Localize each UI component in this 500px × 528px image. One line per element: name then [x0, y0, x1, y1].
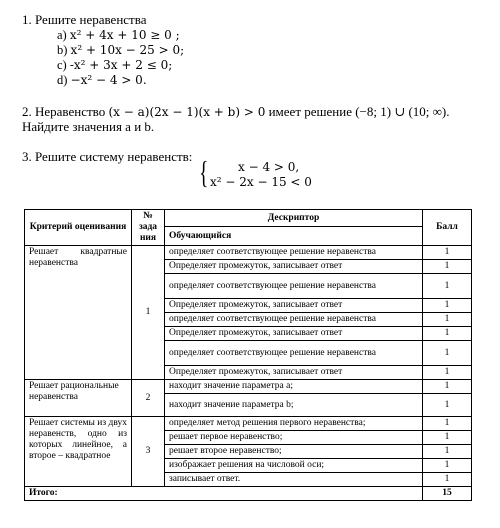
system-eq-2: x² − 2x − 15 < 0 [210, 175, 312, 189]
descriptor-cell: определяет соответствующее решение неравенства [165, 341, 423, 366]
descriptor-cell: определяет соответствующее решение неравенства [165, 274, 423, 299]
header-score: Балл [423, 210, 472, 246]
score-cell: 1 [423, 299, 472, 313]
criterion-cell: Решает системы из двух неравенств, одно из которых линейное, а второе – квадратное [25, 417, 132, 487]
table-row [25, 380, 472, 394]
task-2-line1: 2. Неравенство (x − a)(2x − 1)(x + b) > 0 имеет решение (−8; 1) ∪ (10; ∞). [22, 104, 450, 119]
total-row [25, 487, 472, 501]
task-number-cell: 3 [132, 417, 165, 487]
descriptor-cell: находит значение параметра b; [165, 394, 423, 417]
task-2-expression: (x − a)(2x − 1)(x + b) > 0 [108, 105, 266, 119]
score-cell: 1 [423, 327, 472, 341]
score-cell: 1 [423, 260, 472, 274]
system-brace: { [199, 154, 209, 190]
score-cell: 1 [423, 431, 472, 445]
criterion-cell: Решает квадратные неравенства [25, 246, 132, 380]
descriptor-cell: Определяет промежуток, записывает ответ [165, 299, 423, 313]
header-student: Обучающийся [165, 227, 423, 246]
score-cell: 1 [423, 394, 472, 417]
header-descriptor: Дескриптор [165, 210, 423, 227]
score-cell: 1 [423, 380, 472, 394]
table-row [25, 417, 472, 431]
task-number-cell: 1 [132, 246, 165, 380]
score-cell: 1 [423, 313, 472, 327]
table-row [25, 246, 472, 260]
task-1b: b) x² + 10x − 25 > 0; [57, 43, 185, 57]
total-score: 15 [423, 487, 472, 501]
task-1c: c) -x² + 3x + 2 ≤ 0; [57, 58, 173, 72]
task-2-line2: Найдите значения a и b. [22, 119, 155, 134]
descriptor-cell: определяет соответствующее решение неравенства [165, 313, 423, 327]
score-cell: 1 [423, 445, 472, 459]
task-number-cell: 2 [132, 380, 165, 417]
system-eq-1: x − 4 > 0, [238, 160, 300, 174]
descriptor-cell: изображает решения на числовой оси; [165, 459, 423, 473]
header-task-number: № зада ния [132, 210, 165, 246]
descriptor-cell: решает второе неравенство; [165, 445, 423, 459]
criterion-cell: Решает рациональные неравенства [25, 380, 132, 417]
descriptor-cell: определяет соответствующее решение неравенства [165, 246, 423, 260]
task-1-title: 1. Решите неравенства [22, 12, 147, 27]
score-cell: 1 [423, 274, 472, 299]
score-cell: 1 [423, 459, 472, 473]
score-cell: 1 [423, 246, 472, 260]
score-cell: 1 [423, 341, 472, 366]
descriptor-cell: записывает ответ. [165, 473, 423, 487]
descriptor-cell: Определяет промежуток, записывает ответ [165, 366, 423, 380]
descriptor-cell: определяет метод решения первого неравенства; [165, 417, 423, 431]
task-3-title: 3. Решите систему неравенств: [22, 149, 193, 164]
descriptor-cell: находит значение параметра a; [165, 380, 423, 394]
descriptor-cell: решает первое неравенство; [165, 431, 423, 445]
task-3-system [199, 154, 312, 190]
assessment-table [24, 209, 472, 501]
total-label: Итого: [25, 487, 423, 501]
score-cell: 1 [423, 473, 472, 487]
descriptor-cell: Определяет промежуток, записывает ответ [165, 260, 423, 274]
task-1a: a) x² + 4x + 10 ≥ 0 ; [57, 28, 180, 42]
descriptor-cell: Определяет промежуток, записывает ответ [165, 327, 423, 341]
score-cell: 1 [423, 417, 472, 431]
header-criterion: Критерий оценивания [25, 210, 132, 246]
task-1d: d) −x² − 4 > 0. [57, 73, 147, 87]
score-cell: 1 [423, 366, 472, 380]
